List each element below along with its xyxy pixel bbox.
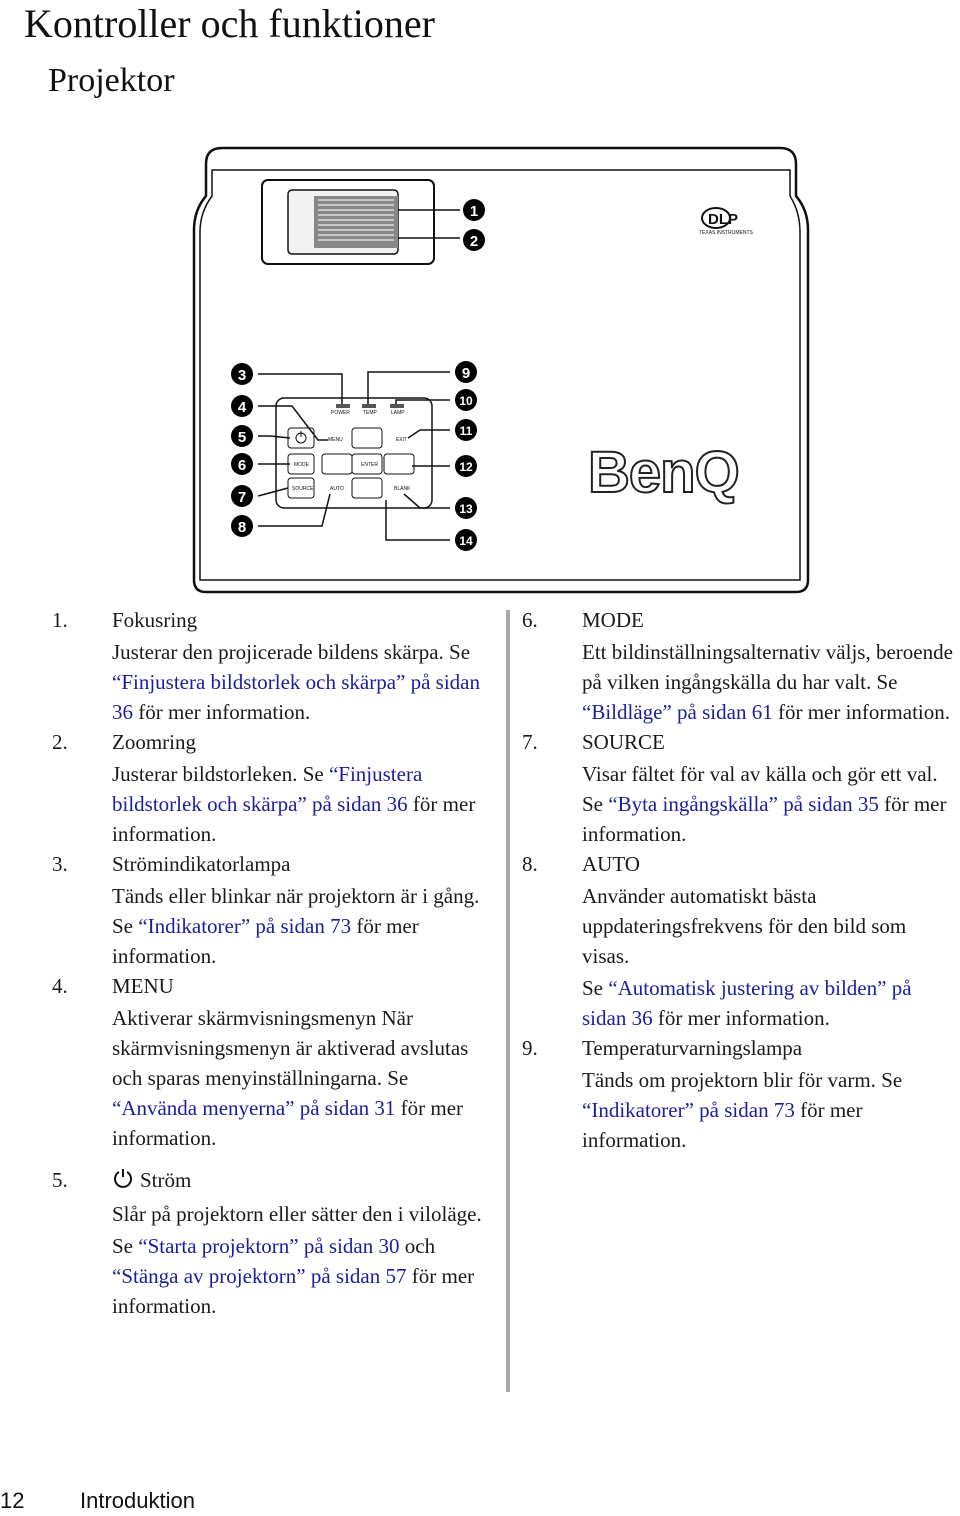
label-power: POWER [331, 410, 350, 416]
item-description: Visar fältet för val av källa och gör ett val. Se “Byta ingångskälla” på sidan 35 för mer information. [582, 762, 947, 846]
item-heading: SOURCE [582, 730, 665, 754]
label-mode: MODE [294, 462, 309, 468]
item-number: 3. [52, 852, 68, 876]
item-description: Tänds eller blinkar när projektorn är i gång. Se “Indikatorer” på sidan 73 för mer information. [112, 884, 480, 968]
item-description: Se “Automatisk justering av bilden” på sidan 36 för mer information. [582, 976, 912, 1030]
list-item [52, 971, 492, 1153]
callout-8: 8 [237, 519, 247, 536]
item-description: Ett bildinställningsalternativ väljs, beroende på vilken ingångskälla du har valt. Se “Bildläge” på sidan 61 för mer information. [582, 640, 953, 724]
list-item [52, 849, 492, 971]
callout-14: 14 [459, 534, 473, 548]
item-number: 2. [52, 730, 68, 754]
page-title: Kontroller och funktioner [24, 1, 435, 46]
label-temp: TEMP [363, 410, 377, 416]
callout-6: 6 [237, 457, 247, 474]
callout-11: 11 [459, 424, 473, 438]
callout-10: 10 [459, 394, 473, 408]
callout-13: 13 [459, 502, 473, 516]
page-link[interactable]: “Indikatorer” på sidan 73 [582, 1098, 795, 1122]
benq-logo: BenQ [588, 440, 739, 505]
item-heading: MENU [112, 974, 174, 998]
callout-7: 7 [237, 489, 247, 506]
page-link[interactable]: “Stänga av projektorn” på sidan 57 [112, 1264, 407, 1289]
page-link[interactable]: “Byta ingångskälla” på sidan 35 [608, 792, 879, 816]
label-exit: EXIT [396, 437, 408, 443]
page-link[interactable]: “Finjustera bildstorlek och skärpa” på sidan 36 [112, 762, 423, 816]
page-subtitle: Projektor [48, 62, 175, 99]
list-item [522, 605, 958, 727]
callout-12: 12 [459, 460, 473, 474]
page-link[interactable]: “Starta projektorn” på sidan 30 [138, 1234, 400, 1259]
list-item [52, 605, 492, 727]
page-footer [0, 1488, 195, 1514]
left-column [52, 605, 492, 1321]
item-description: Aktiverar skärmvisningsmenyn När skärmvisningsmenyn är aktiverad avslutas och sparas menyinställningarna. Se “Använda menyerna” på sidan 31 för mer information. [112, 1006, 469, 1150]
label-lamp: LAMP [391, 410, 405, 416]
callout-5: 5 [237, 429, 247, 446]
item-number: 8. [522, 852, 538, 876]
page-number: 12 [0, 1488, 25, 1513]
callout-2: 2 [469, 233, 479, 250]
label-auto: AUTO [330, 486, 344, 492]
item-number: 9. [522, 1036, 538, 1060]
list-item [52, 1165, 492, 1321]
label-source: SOURCE [292, 486, 314, 492]
item-number: 7. [522, 730, 538, 754]
item-description: Använder automatiskt bästa uppdateringsfrekvens för den bild som visas. [582, 884, 907, 968]
page-link[interactable]: “Indikatorer” på sidan 73 [138, 914, 352, 938]
item-heading: Fokusring [112, 608, 198, 632]
dlp-logo [699, 208, 754, 236]
list-item [52, 727, 492, 849]
item-description: Slår på projektorn eller sätter den i viloläge. [112, 1202, 482, 1227]
item-heading: Temperaturvarningslampa [582, 1036, 803, 1060]
callout-9: 9 [461, 365, 471, 382]
item-description: Se “Starta projektorn” på sidan 30 och “Stänga av projektorn” på sidan 57 för mer information. [112, 1234, 475, 1319]
item-description: Justerar den projicerade bildens skärpa. Se “Finjustera bildstorlek och skärpa” på sidan 36 för mer information. [112, 640, 480, 724]
item-number: 6. [522, 608, 538, 632]
label-menu: MENU [328, 437, 343, 443]
column-divider [506, 610, 510, 1392]
power-icon [112, 1167, 134, 1197]
callout-1: 1 [469, 203, 479, 220]
list-item [522, 849, 958, 1033]
dlp-logo-sub: TEXAS INSTRUMENTS [699, 230, 753, 236]
list-item [522, 727, 958, 849]
projector-diagram [0, 140, 960, 600]
callout-4: 4 [237, 399, 247, 416]
label-blank: BLANK [394, 486, 411, 492]
item-description: Tänds om projektorn blir för varm. Se “Indikatorer” på sidan 73 för mer information. [582, 1068, 903, 1152]
item-number: 1. [52, 608, 68, 632]
page-link[interactable]: “Bildläge” på sidan 61 [582, 700, 773, 724]
item-heading: Zoomring [112, 730, 196, 754]
item-number: 4. [52, 974, 68, 998]
item-heading: Ström [112, 1165, 492, 1197]
dlp-logo-text: DLP [708, 211, 738, 228]
label-enter: ENTER [361, 462, 378, 468]
item-description: Justerar bildstorleken. Se “Finjustera bildstorlek och skärpa” på sidan 36 för mer information. [112, 762, 476, 846]
item-heading: MODE [582, 608, 644, 632]
focus-zoom-ring [262, 180, 460, 264]
right-column [522, 605, 958, 1155]
page-link[interactable]: “Finjustera bildstorlek och skärpa” på sidan 36 [112, 670, 480, 724]
item-heading: AUTO [582, 852, 640, 876]
page-link[interactable]: “Automatisk justering av bilden” på sidan 36 [582, 976, 912, 1030]
list-item [522, 1033, 958, 1155]
page-link[interactable]: “Använda menyerna” på sidan 31 [112, 1096, 396, 1120]
callout-3: 3 [237, 367, 247, 384]
section-name: Introduktion [80, 1488, 195, 1513]
item-heading: Strömindikatorlampa [112, 852, 291, 876]
item-number: 5. [52, 1168, 68, 1192]
